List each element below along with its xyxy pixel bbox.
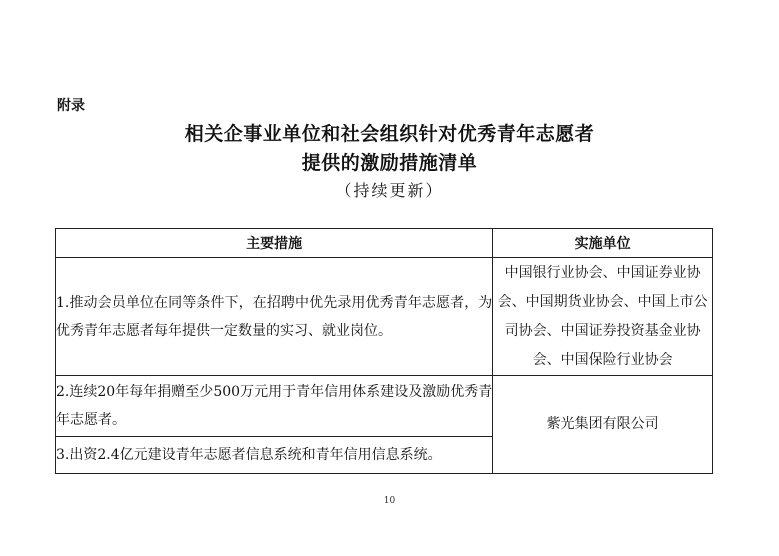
unit-cell-1: 中国银行业协会、中国证券业协会、中国期货业协会、中国上市公司协会、中国证券投资基金业协会、中国保险行业协会	[493, 258, 713, 376]
header-units: 实施单位	[493, 229, 713, 258]
table-row	[56, 376, 713, 437]
table-row	[56, 258, 713, 376]
unit-cell-2: 紫光集团有限公司	[493, 376, 713, 474]
appendix-label: 附录	[57, 98, 85, 114]
title-line-1: 相关企事业单位和社会组织针对优秀青年志愿者	[184, 123, 595, 145]
header-measures: 主要措施	[56, 229, 493, 258]
table-header-row	[56, 229, 713, 258]
measure-cell-2: 2.连续20年每年捐赠至少500万元用于青年信用体系建设及激励优秀青年志愿者。	[56, 376, 493, 437]
page-number: 10	[383, 496, 396, 506]
measures-table	[55, 228, 713, 474]
measure-cell-3: 3.出资2.4亿元建设青年志愿者信息系统和青年信用信息系统。	[56, 437, 493, 474]
title-line-2: 提供的激励措施清单	[301, 152, 478, 174]
subtitle: （持续更新）	[335, 181, 444, 200]
measure-cell-1: 1.推动会员单位在同等条件下，在招聘中优先录用优秀青年志愿者，为优秀青年志愿者每年提供一定数量的实习、就业岗位。	[56, 258, 493, 376]
